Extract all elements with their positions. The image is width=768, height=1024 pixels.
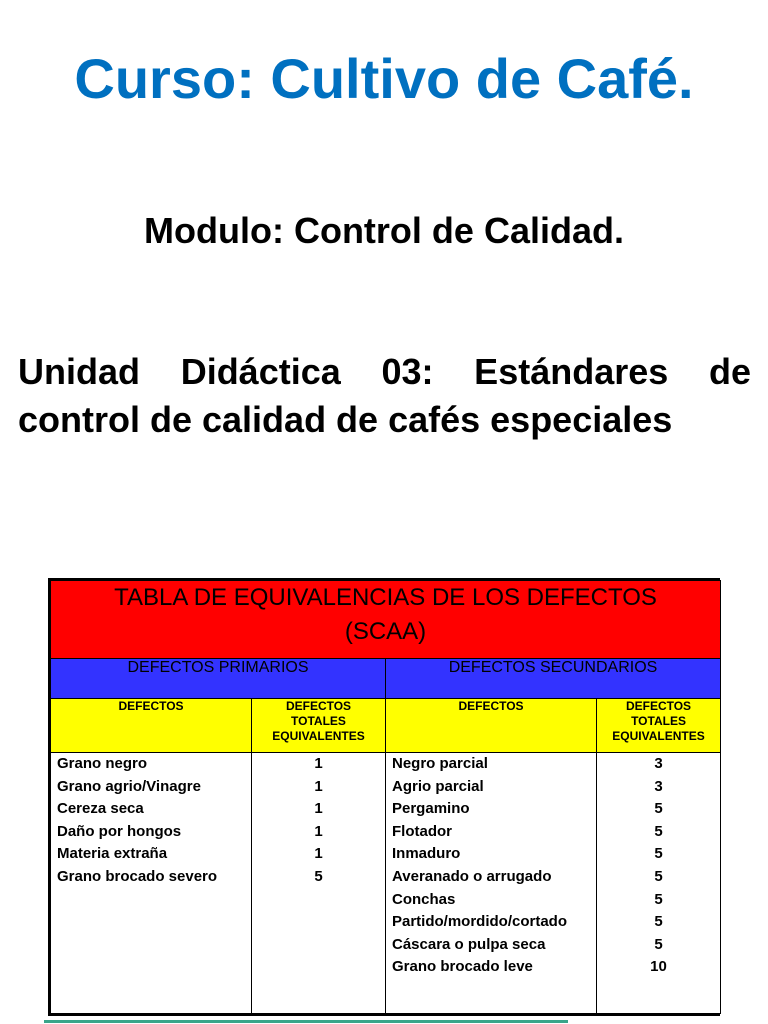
primary-defect-value: 1 — [314, 800, 323, 818]
primary-defect-value: 5 — [314, 867, 323, 885]
unit-title-line-2: control de calidad de cafés especiales — [18, 399, 673, 440]
secondary-defect-value: 5 — [654, 867, 663, 885]
course-title: Curso: Cultivo de Café. — [74, 47, 694, 110]
defects-equivalence-table — [50, 580, 721, 1014]
primary-defect-value: 1 — [314, 777, 323, 795]
secondary-defect-value: 5 — [654, 913, 663, 931]
secondary-defects-column-header: DEFECTOS — [386, 699, 597, 753]
table-title-line-1: TABLA DE EQUIVALENCIAS DE LOS DEFECTOS — [114, 584, 657, 611]
equiv-header-line-2: TOTALES — [631, 714, 686, 728]
primary-defect-name: Daño por hongos — [57, 822, 182, 840]
table-column-header-row — [51, 699, 721, 753]
secondary-defect-name: Partido/mordido/cortado — [392, 913, 568, 931]
secondary-defect-name: Flotador — [392, 822, 452, 840]
secondary-defect-value: 5 — [654, 890, 663, 908]
primary-defects-column-header: DEFECTOS — [51, 699, 252, 753]
secondary-defect-name: Averanado o arrugado — [392, 867, 552, 885]
equiv-header-line-2: TOTALES — [291, 714, 346, 728]
primary-defect-name: Materia extraña — [57, 845, 168, 863]
bottom-divider — [44, 1020, 568, 1023]
primary-defect-values — [252, 753, 386, 1014]
primary-defect-value: 1 — [314, 845, 323, 863]
unit-title — [18, 348, 751, 444]
primary-defects-header: DEFECTOS PRIMARIOS — [51, 659, 386, 699]
secondary-defect-names — [386, 753, 597, 1014]
table-title-line-2: (SCAA) — [344, 618, 427, 645]
primary-defect-value: 1 — [314, 755, 323, 772]
secondary-defect-value: 5 — [654, 800, 663, 818]
unit-title-line-1: Unidad Didáctica 03: Estándares de — [18, 351, 751, 392]
table-title-row — [51, 581, 721, 659]
secondary-defect-name: Agrio parcial — [392, 777, 484, 795]
module-title: Modulo: Control de Calidad. — [144, 210, 624, 251]
secondary-defect-value: 3 — [654, 755, 663, 772]
equiv-header-line-1: DEFECTOS — [285, 699, 352, 713]
secondary-defect-values — [597, 753, 721, 1014]
primary-equivalents-column-header — [252, 699, 386, 753]
secondary-defect-name: Cáscara o pulpa seca — [392, 935, 546, 953]
defects-table-container — [48, 578, 720, 1016]
secondary-defects-header: DEFECTOS SECUNDARIOS — [386, 659, 721, 699]
primary-defect-names — [51, 753, 252, 1014]
secondary-defect-value: 5 — [654, 935, 663, 953]
table-data-row — [51, 753, 721, 1014]
secondary-defect-name: Inmaduro — [392, 845, 461, 863]
primary-defect-name: Grano brocado severo — [57, 867, 218, 885]
primary-defect-name: Grano agrio/Vinagre — [57, 777, 201, 795]
primary-defect-name: Grano negro — [57, 755, 148, 772]
secondary-defect-value: 10 — [650, 958, 667, 976]
table-section-row — [51, 659, 721, 699]
primary-defect-value: 1 — [314, 822, 323, 840]
secondary-equivalents-column-header — [597, 699, 721, 753]
secondary-defect-value: 5 — [654, 845, 663, 863]
primary-defect-name: Cereza seca — [57, 800, 144, 818]
equiv-header-line-3: EQUIVALENTES — [612, 729, 705, 743]
secondary-defect-name: Negro parcial — [392, 755, 488, 772]
equiv-header-line-1: DEFECTOS — [625, 699, 692, 713]
secondary-defect-value: 3 — [654, 777, 663, 795]
secondary-defect-value: 5 — [654, 822, 663, 840]
table-title — [51, 581, 721, 659]
equiv-header-line-3: EQUIVALENTES — [272, 729, 365, 743]
secondary-defect-name: Conchas — [392, 890, 456, 908]
secondary-defect-name: Pergamino — [392, 800, 470, 818]
secondary-defect-name: Grano brocado leve — [392, 958, 533, 976]
